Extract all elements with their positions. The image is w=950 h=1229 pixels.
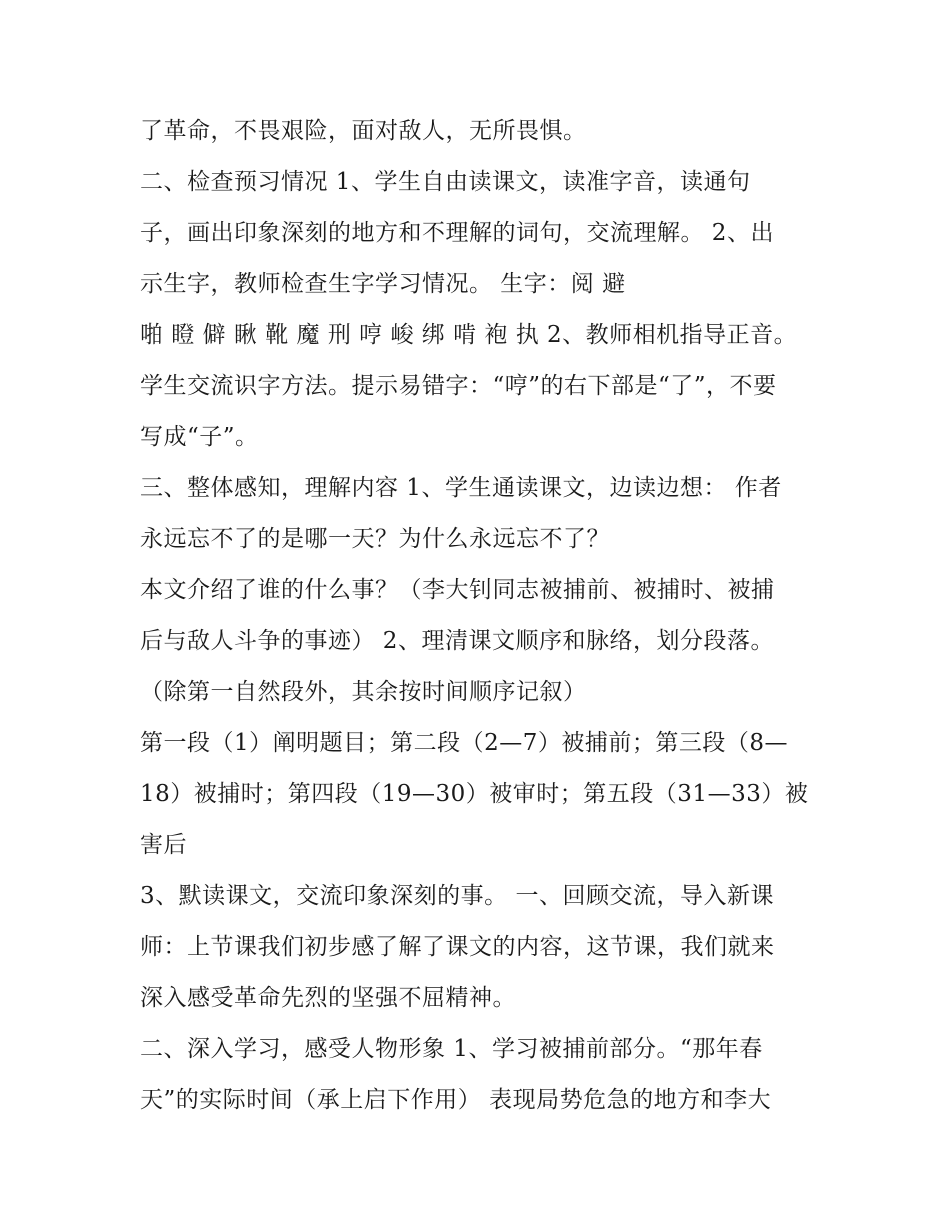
- text-line: 害后: [140, 832, 187, 858]
- text-line: 18）被捕时；第四段（19—30）被审时；第五段（31—33）被: [140, 781, 809, 807]
- text-line: 永远忘不了的是哪一天？为什么永远忘不了？: [140, 526, 610, 552]
- document-body: [140, 106, 820, 1126]
- text-line: 三、整体感知，理解内容 1、学生通读课文，边读边想： 作者: [140, 475, 782, 501]
- text-line: 子，画出印象深刻的地方和不理解的词句，交流理解。 2、出: [140, 220, 774, 246]
- text-line: （除第一自然段外，其余按时间顺序记叙）: [140, 679, 587, 705]
- text-line: 天”的实际时间（承上启下作用） 表现局势危急的地方和李大: [140, 1087, 772, 1113]
- text-line: 3、默读课文，交流印象深刻的事。 一、回顾交流，导入新课: [140, 883, 774, 909]
- text-line: 第一段（1）阐明题目；第二段（2—7）被捕前；第三段（8—: [140, 730, 789, 756]
- text-line: 写成“子”。: [140, 424, 259, 450]
- text-line: 学生交流识字方法。提示易错字：“哼”的右下部是“了”，不要: [140, 373, 777, 399]
- text-line: 后与敌人斗争的事迹） 2、理清课文顺序和脉络，划分段落。: [140, 628, 774, 654]
- text-line: 师：上节课我们初步感了解了课文的内容，这节课，我们就来: [140, 934, 775, 960]
- text-line: 啪 瞪 僻 瞅 靴 魔 刑 哼 峻 绑 啃 袍 执 2、教师相机指导正音。: [140, 322, 798, 348]
- text-line: 二、深入学习，感受人物形象 1、学习被捕前部分。“那年春: [140, 1036, 763, 1062]
- text-line: 了革命，不畏艰险，面对敌人，无所畏惧。: [140, 118, 587, 144]
- text-line: 本文介绍了谁的什么事？（李大钊同志被捕前、被捕时、被捕: [140, 577, 775, 603]
- text-line: 二、检查预习情况 1、学生自由读课文，读准字音，读通句: [140, 169, 751, 195]
- text-line: 深入感受革命先烈的坚强不屈精神。: [140, 985, 516, 1011]
- text-line: 示生字，教师检查生字学习情况。 生字：阅 避: [140, 271, 626, 297]
